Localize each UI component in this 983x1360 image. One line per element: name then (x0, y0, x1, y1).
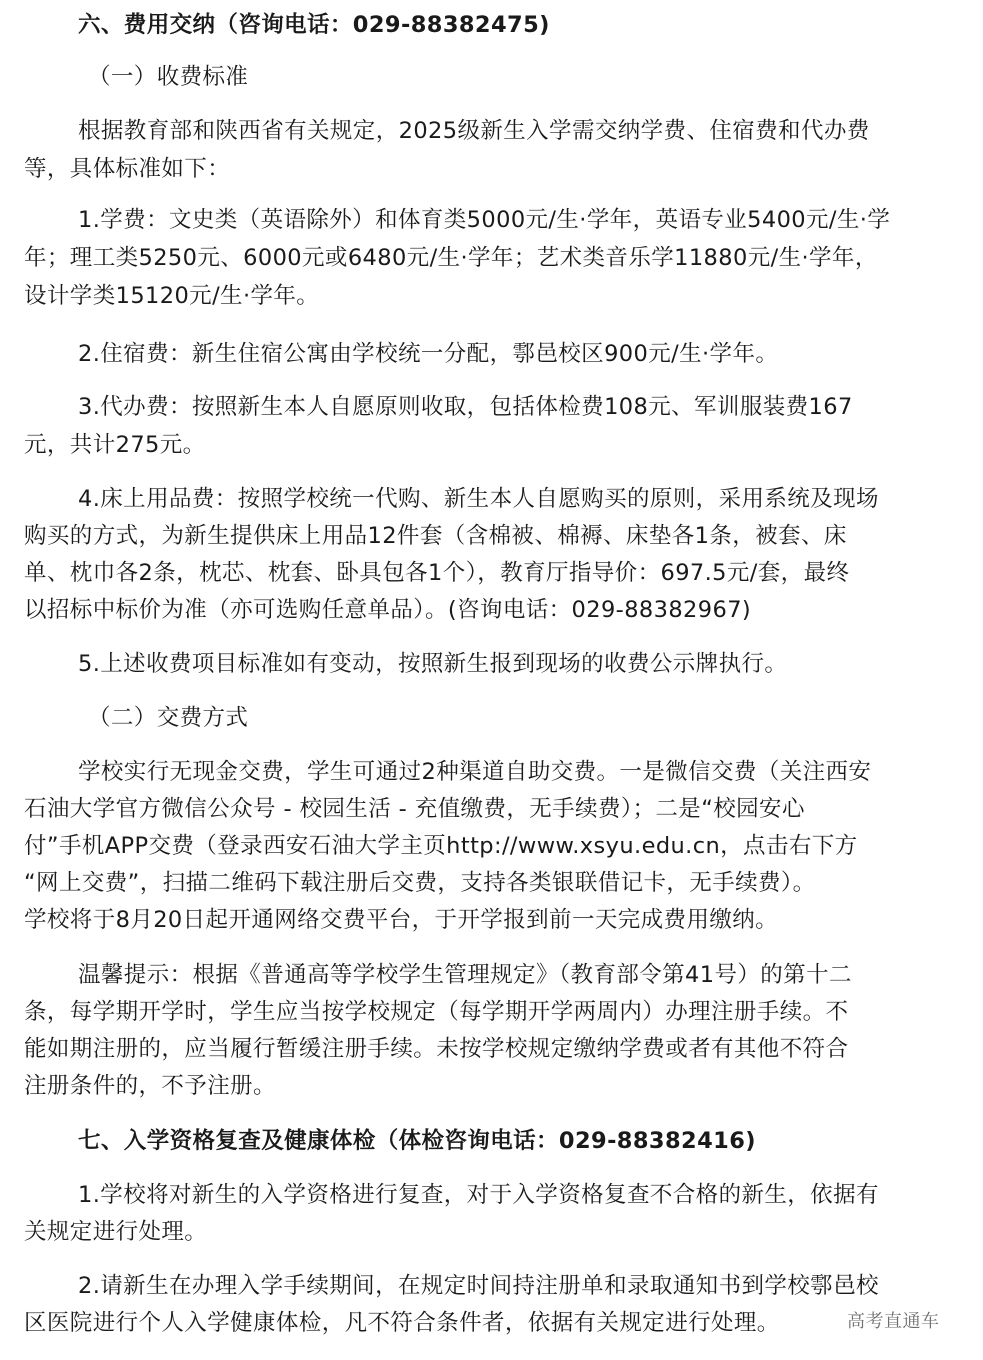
bedding-fee-line-1: 4.床上用品费：按照学校统一代购、新生本人自愿购买的原则，采用系统及现场 (78, 486, 879, 512)
qualification-review-line-1: 1.学校将对新生的入学资格进行复查，对于入学资格复查不合格的新生，依据有 (78, 1182, 879, 1208)
payment-line-5: 学校将于8月20日起开通网络交费平台，于开学报到前一天完成费用缴纳。 (24, 907, 779, 933)
subsection-2-heading: （二）交费方式 (88, 705, 249, 731)
tip-line-3: 能如期注册的，应当履行暂缓注册手续。未按学校规定缴纳学费或者有其他不符合 (24, 1036, 849, 1062)
intro-line-2: 等，具体标准如下： (24, 156, 231, 182)
agency-fee-line-1: 3.代办费：按照新生本人自愿原则收取，包括体检费108元、军训服装费167 (78, 394, 853, 420)
payment-line-3: 付”手机APP交费（登录西安石油大学主页http://www.xsyu.edu.cn，点击右下方 (24, 833, 858, 859)
section-7-heading: 七、入学资格复查及健康体检（体检咨询电话：029-88382416) (78, 1128, 756, 1154)
bedding-fee-line-4: 以招标中标价为准（亦可选购任意单品）。(咨询电话：029-88382967) (24, 597, 752, 623)
tip-line-1: 温馨提示：根据《普通高等学校学生管理规定》（教育部令第41号）的第十二 (78, 962, 852, 988)
tuition-line-1: 1.学费：文史类（英语除外）和体育类5000元/生·学年，英语专业5400元/生·学 (78, 207, 891, 233)
tip-line-2: 条，每学期开学时，学生应当按学校规定（每学期开学两周内）办理注册手续。不 (24, 999, 849, 1025)
tip-line-4: 注册条件的，不予注册。 (24, 1073, 276, 1099)
fee-change-note: 5.上述收费项目标准如有变动，按照新生报到现场的收费公示牌执行。 (78, 651, 788, 677)
bedding-fee-line-3: 单、枕巾各2条，枕芯、枕套、卧具包各1个），教育厅指导价：697.5元/套，最终 (24, 560, 850, 586)
intro-line-1: 根据教育部和陕西省有关规定，2025级新生入学需交纳学费、住宿费和代办费 (78, 118, 870, 144)
subsection-1-heading: （一）收费标准 (88, 64, 249, 90)
qualification-review-line-2: 关规定进行处理。 (24, 1219, 208, 1245)
health-exam-line-2: 区医院进行个人入学健康体检，凡不符合条件者，依据有关规定进行处理。 (24, 1310, 780, 1336)
payment-line-4: “网上交费”，扫描二维码下载注册后交费，支持各类银联借记卡，无手续费）。 (24, 870, 816, 896)
health-exam-line-1: 2.请新生在办理入学手续期间，在规定时间持注册单和录取通知书到学校鄠邑校 (78, 1273, 879, 1299)
tuition-line-2: 年；理工类5250元、6000元或6480元/生·学年；艺术类音乐学11880元/生·学年， (24, 245, 878, 271)
agency-fee-line-2: 元，共计275元。 (24, 432, 206, 458)
section-6-heading: 六、费用交纳（咨询电话：029-88382475) (78, 12, 550, 38)
payment-line-2: 石油大学官方微信公众号 - 校园生活 - 充值缴费，无手续费）；二是“校园安心 (24, 796, 805, 822)
bedding-fee-line-2: 购买的方式，为新生提供床上用品12件套（含棉被、棉褥、床垫各1条，被套、床 (24, 523, 847, 549)
dorm-fee-line: 2.住宿费：新生住宿公寓由学校统一分配，鄠邑校区900元/生·学年。 (78, 341, 779, 367)
watermark-label: 高考直通车 (847, 1311, 940, 1332)
tuition-line-3: 设计学类15120元/生·学年。 (24, 283, 320, 309)
payment-line-1: 学校实行无现金交费，学生可通过2种渠道自助交费。一是微信交费（关注西安 (78, 759, 872, 785)
